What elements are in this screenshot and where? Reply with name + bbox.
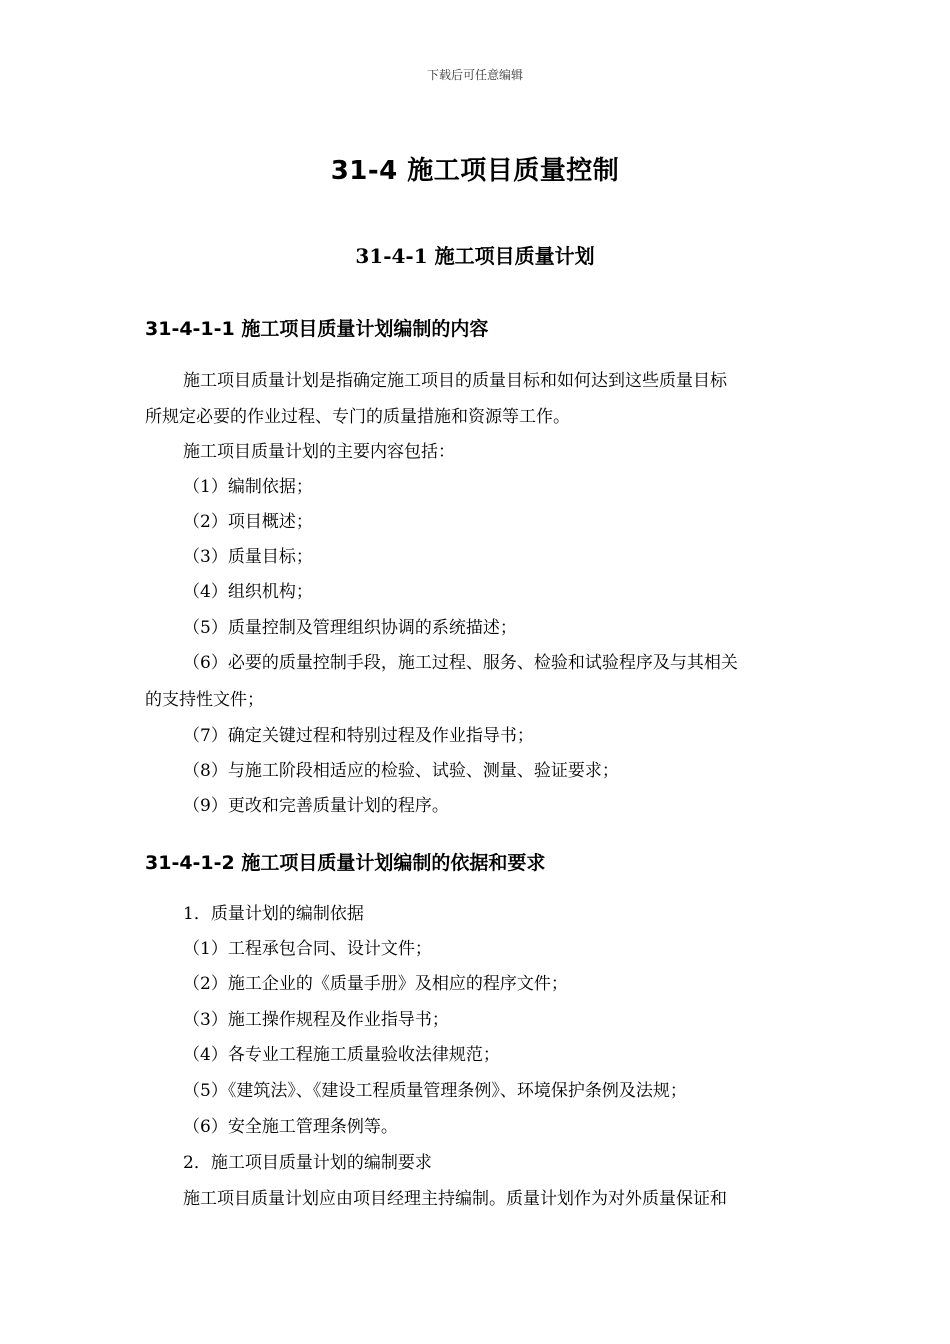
list-item: （6）安全施工管理条例等。: [183, 1117, 398, 1137]
section2-subheading-1: 1．质量计划的编制依据: [183, 904, 364, 924]
list-item: （4）组织机构；: [183, 582, 313, 602]
section1-intro: 施工项目质量计划的主要内容包括：: [183, 442, 455, 462]
list-item: （1）编制依据；: [183, 477, 313, 497]
list-item: （9）更改和完善质量计划的程序。: [183, 796, 449, 816]
list-item: （1）工程承包合同、设计文件；: [183, 939, 432, 959]
main-title: 31-4 施工项目质量控制: [330, 156, 620, 186]
section2-paragraph: 施工项目质量计划应由项目经理主持编制。质量计划作为对外质量保证和: [183, 1189, 727, 1209]
list-item: （4）各专业工程施工质量验收法律规范；: [183, 1045, 500, 1065]
section1-heading: 31-4-1-1 施工项目质量计划编制的内容: [145, 318, 489, 340]
section2-subheading-2: 2．施工项目质量计划的编制要求: [183, 1153, 432, 1173]
list-item: （2）施工企业的《质量手册》及相应的程序文件；: [183, 974, 568, 994]
header-note: 下载后可任意编辑: [426, 68, 523, 82]
list-item: （6）必要的质量控制手段，施工过程、服务、检验和试验程序及与其相关: [183, 653, 738, 673]
list-item: （8）与施工阶段相适应的检验、试验、测量、验证要求；: [183, 761, 619, 781]
list-item: （3）质量目标；: [183, 547, 313, 567]
section2-heading: 31-4-1-2 施工项目质量计划编制的依据和要求: [145, 852, 546, 874]
list-item-continued: 的支持性文件；: [145, 690, 264, 710]
list-item: （2）项目概述；: [183, 512, 313, 532]
sub-title: 31-4-1 施工项目质量计划: [355, 244, 595, 268]
list-item: （7）确定关键过程和特别过程及作业指导书；: [183, 726, 534, 746]
list-item: （5）质量控制及管理组织协调的系统描述；: [183, 618, 517, 638]
list-item: （5）《建筑法》、《建设工程质量管理条例》、环境保护条例及法规；: [183, 1081, 687, 1101]
section1-para1-line1: 施工项目质量计划是指确定施工项目的质量目标和如何达到这些质量目标: [183, 371, 727, 391]
list-item: （3）施工操作规程及作业指导书；: [183, 1010, 449, 1030]
section1-para1-line2: 所规定必要的作业过程、专门的质量措施和资源等工作。: [145, 407, 570, 427]
